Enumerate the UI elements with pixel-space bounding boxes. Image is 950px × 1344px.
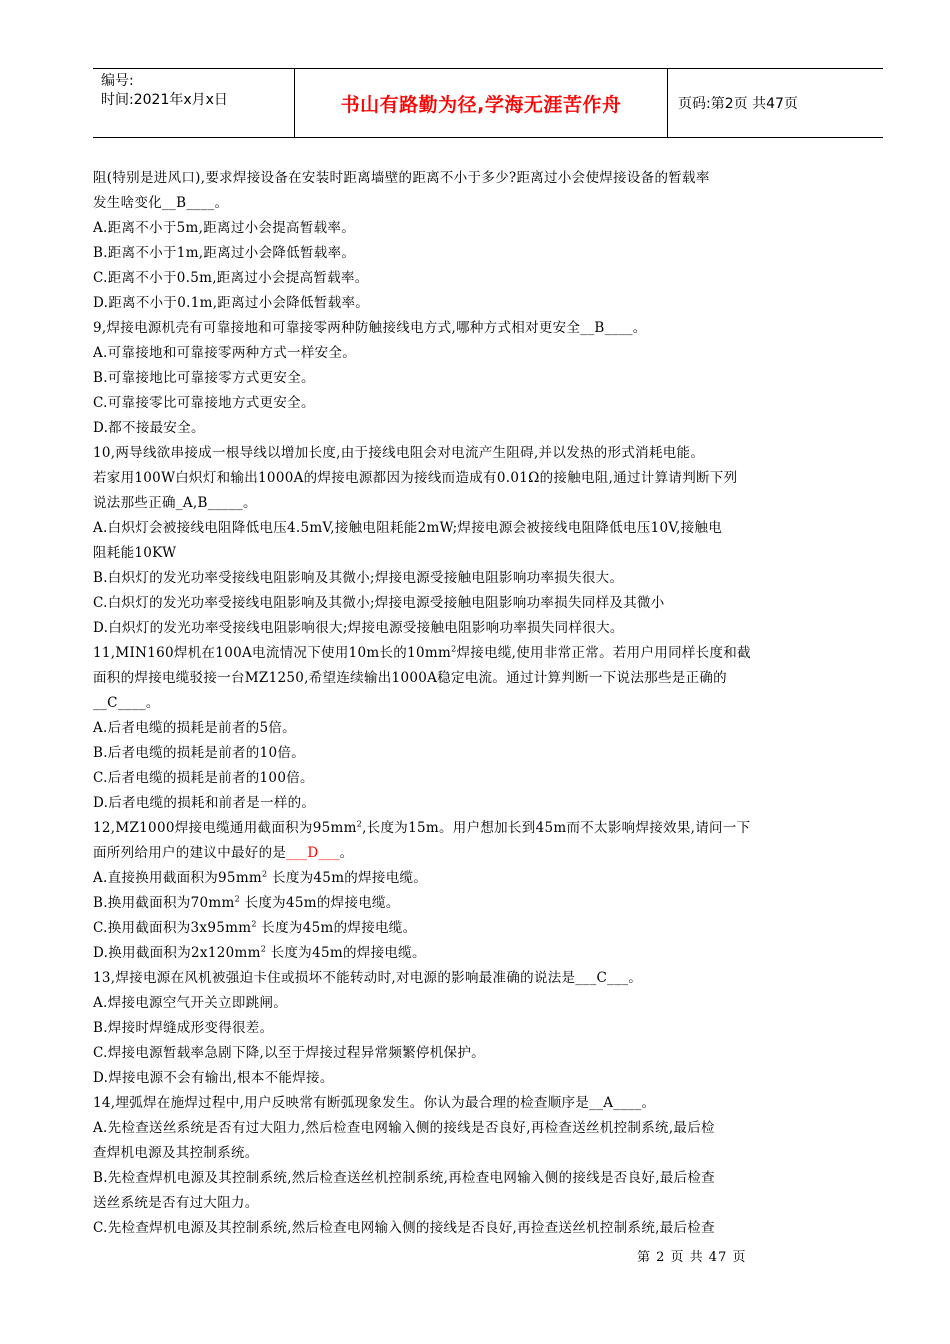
q12-text-post: ,长度为15m。用户想加长到45m而不太影响焊接效果,请问一下 bbox=[362, 820, 751, 836]
option-text-pre: B.换用截面积为70mm bbox=[93, 895, 235, 911]
text-line: 阻(特别是进风口),要求焊接设备在安装时距离墙壁的距离不小于多少?距离过小会使焊接设备的暂载率 bbox=[93, 170, 710, 186]
text-line: D.都不接最安全。 bbox=[93, 420, 205, 436]
text-line: D.后者电缆的损耗和前者是一样的。 bbox=[93, 795, 316, 811]
question-12 bbox=[93, 816, 885, 841]
text-line: D.距离不小于0.1m,距离过小会降低暂载率。 bbox=[93, 295, 370, 311]
text-line: C.可靠接零比可靠接地方式更安全。 bbox=[93, 395, 315, 411]
option-superscript: 2 bbox=[234, 894, 240, 904]
text-line: 查焊机电源及其控制系统。 bbox=[93, 1145, 259, 1161]
q11-superscript: 2 bbox=[451, 644, 457, 654]
option-text-pre: D.换用截面积为2x120mm bbox=[93, 945, 261, 961]
text-line: 送丝系统是否有过大阻力。 bbox=[93, 1195, 259, 1211]
q12-option bbox=[93, 916, 885, 941]
text-line: D.白炽灯的发光功率受接线电阻影响很大;焊接电源受接触电阻影响功率损失同样很大。 bbox=[93, 620, 624, 636]
header-meta-cell bbox=[93, 69, 295, 137]
text-line: A.后者电缆的损耗是前者的5倍。 bbox=[93, 720, 296, 736]
q12-option bbox=[93, 941, 885, 966]
q11-text-post: 焊接电缆,使用非常正常。若用户用同样长度和截 bbox=[456, 645, 751, 661]
text-line: 阻耗能10KW bbox=[93, 545, 177, 561]
text-line: D.焊接电源不会有输出,根本不能焊接。 bbox=[93, 1070, 334, 1086]
question-13: 13,焊接电源在风机被强迫卡住或损坏不能转动时,对电源的影响最准确的说法是___C___。 bbox=[93, 970, 643, 986]
page-footer: 第 2 页 共 47 页 bbox=[637, 1250, 747, 1265]
text-line: A.白炽灯会被接线电阻降低电压4.5mV,接触电阻耗能2mW;焊接电源会被接线电阻降低电压10V,接触电 bbox=[93, 520, 723, 536]
page-header bbox=[93, 68, 883, 138]
text-line: B.可靠接地比可靠接零方式更安全。 bbox=[93, 370, 315, 386]
text-line: 发生啥变化__B____。 bbox=[93, 195, 229, 211]
q12-text-pre: 12,MZ1000焊接电缆通用截面积为95mm bbox=[93, 820, 357, 836]
text-line: A.先检查送丝系统是否有过大阻力,然后检查电网输入侧的接线是否良好,再检查送丝机控制系统,最后检 bbox=[93, 1120, 715, 1136]
text-line: C.距离不小于0.5m,距离过小会提高暂载率。 bbox=[93, 270, 369, 286]
text-line: A.焊接电源空气开关立即跳闸。 bbox=[93, 995, 288, 1011]
option-text-pre: A.直接换用截面积为95mm bbox=[93, 870, 263, 886]
text-line: B.后者电缆的损耗是前者的10倍。 bbox=[93, 745, 305, 761]
code-label: 编号: bbox=[101, 73, 134, 89]
option-superscript: 2 bbox=[251, 919, 257, 929]
text-line: A.距离不小于5m,距离过小会提高暂载率。 bbox=[93, 220, 356, 236]
text-line: C.焊接电源暂载率急剧下降,以至于焊接过程异常频繁停机保护。 bbox=[93, 1045, 485, 1061]
option-text-post: 长度为45m的焊接电缆。 bbox=[239, 895, 400, 911]
text-line: 说法那些正确_A,B_____。 bbox=[93, 495, 257, 511]
text-line: 面积的焊接电缆驳接一台MZ1250,希望连续输出1000A稳定电流。通过计算判断一下说法那些是正确的 bbox=[93, 670, 727, 686]
text-line bbox=[93, 841, 885, 866]
q12b-text-pre: 面所列给用户的建议中最好的是 bbox=[93, 845, 287, 861]
question-9: 9,焊接电源机壳有可靠接地和可靠接零两种防触接线电方式,哪种方式相对更安全__B____。 bbox=[93, 320, 647, 336]
text-line: B.先检查焊机电源及其控制系统,然后检查送丝机控制系统,再检查电网输入侧的接线是否良好,最后检查 bbox=[93, 1170, 715, 1186]
q12b-text-post: 。 bbox=[339, 845, 354, 861]
question-11 bbox=[93, 641, 885, 666]
option-text-post: 长度为45m的焊接电缆。 bbox=[266, 945, 426, 961]
q12-option bbox=[93, 866, 885, 891]
text-line: __C____。 bbox=[93, 695, 160, 711]
text-line: C.后者电缆的损耗是前者的100倍。 bbox=[93, 770, 314, 786]
time-label: 时间:2021年x月x日 bbox=[101, 92, 228, 108]
q12-superscript: 2 bbox=[356, 819, 363, 829]
option-text-post: 长度为45m的焊接电缆。 bbox=[256, 920, 417, 936]
option-superscript: 2 bbox=[260, 944, 267, 954]
option-text-post: 长度为45m的焊接电缆。 bbox=[267, 870, 428, 886]
text-line: C.先检查焊机电源及其控制系统,然后检查电网输入侧的接线是否良好,再捡查送丝机控制系统,最后检查 bbox=[93, 1220, 715, 1236]
text-line: B.白炽灯的发光功率受接线电阻影响及其微小;焊接电源受接触电阻影响功率损失很大。 bbox=[93, 570, 624, 586]
text-line: B.距离不小于1m,距离过小会降低暂载率。 bbox=[93, 245, 356, 261]
document-body bbox=[93, 166, 885, 1241]
q12-answer: ___D___ bbox=[286, 845, 340, 861]
question-14: 14,埋弧焊在施焊过程中,用户反映常有断弧现象发生。你认为最合理的检查顺序是__A____。 bbox=[93, 1095, 656, 1111]
text-line: 若家用100W白炽灯和输出1000A的焊接电源都因为接线而造成有0.01Ω的接触电阻,通过计算请判断下列 bbox=[93, 470, 738, 486]
header-motto: 书山有路勤为径,学海无涯苦作舟 bbox=[295, 69, 668, 137]
option-text-pre: C.换用截面积为3x95mm bbox=[93, 920, 252, 936]
text-line: B.焊接时焊缝成形变得很差。 bbox=[93, 1020, 274, 1036]
question-10: 10,两导线欲串接成一根导线以增加长度,由于接线电阻会对电流产生阻碍,并以发热的形式消耗电能。 bbox=[93, 445, 705, 461]
text-line: A.可靠接地和可靠接零两种方式一样安全。 bbox=[93, 345, 357, 361]
option-superscript: 2 bbox=[262, 869, 268, 879]
text-line: C.白炽灯的发光功率受接线电阻影响及其微小;焊接电源受接触电阻影响功率损失同样及其微小 bbox=[93, 595, 665, 611]
header-page-label: 页码:第2页 共47页 bbox=[678, 96, 798, 112]
q12-option bbox=[93, 891, 885, 916]
q11-text-pre: 11,MIN160焊机在100A电流情况下使用10m长的10mm bbox=[93, 645, 452, 661]
